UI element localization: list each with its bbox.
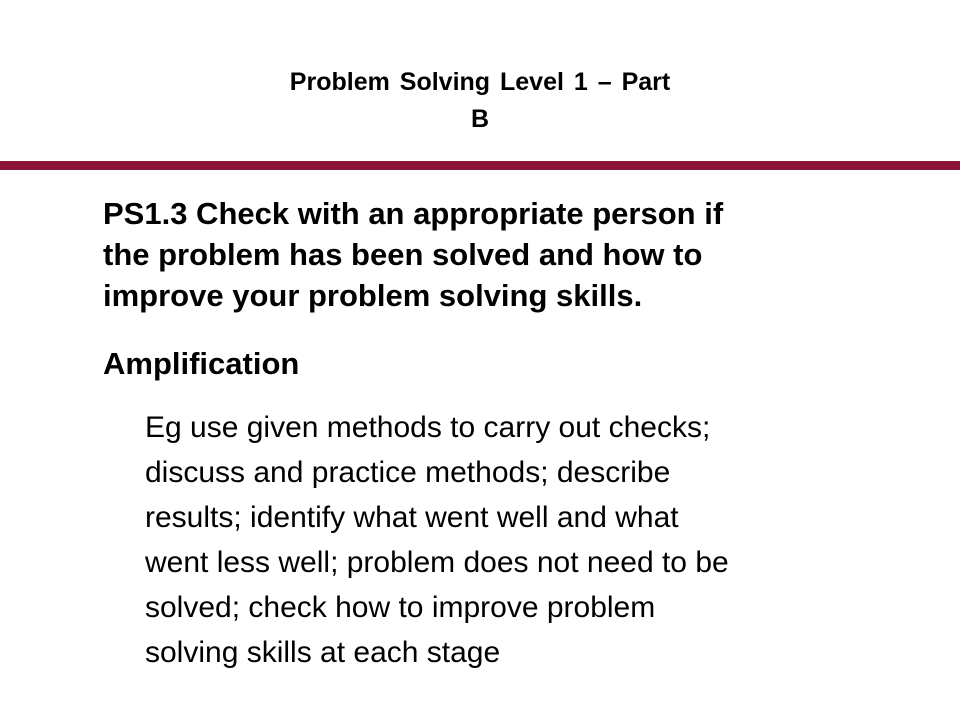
body-line-3: results; identify what went well and what	[145, 501, 679, 534]
body-line-2: discuss and practice methods; describe	[145, 456, 671, 489]
amplification-heading: Amplification	[103, 346, 300, 381]
body-line-6: solving skills at each stage	[145, 636, 501, 669]
body-line-1: Eg use given methods to carry out checks;	[145, 411, 711, 444]
criterion-heading-line-3: improve your problem solving skills.	[103, 278, 643, 313]
amplification-body	[145, 405, 935, 675]
slide-title	[0, 64, 960, 138]
body-line-4: went less well; problem does not need to be	[145, 546, 729, 579]
criterion-heading-line-2: the problem has been solved and how to	[103, 237, 703, 272]
slide-title-line-1: Problem Solving Level 1 – Part	[289, 68, 671, 96]
body-line-5: solved; check how to improve problem	[145, 591, 656, 624]
criterion-heading	[103, 193, 923, 316]
criterion-heading-line-1: PS1.3 Check with an appropriate person if	[103, 196, 724, 231]
slide-title-line-2: B	[470, 105, 490, 133]
title-divider	[0, 161, 960, 170]
